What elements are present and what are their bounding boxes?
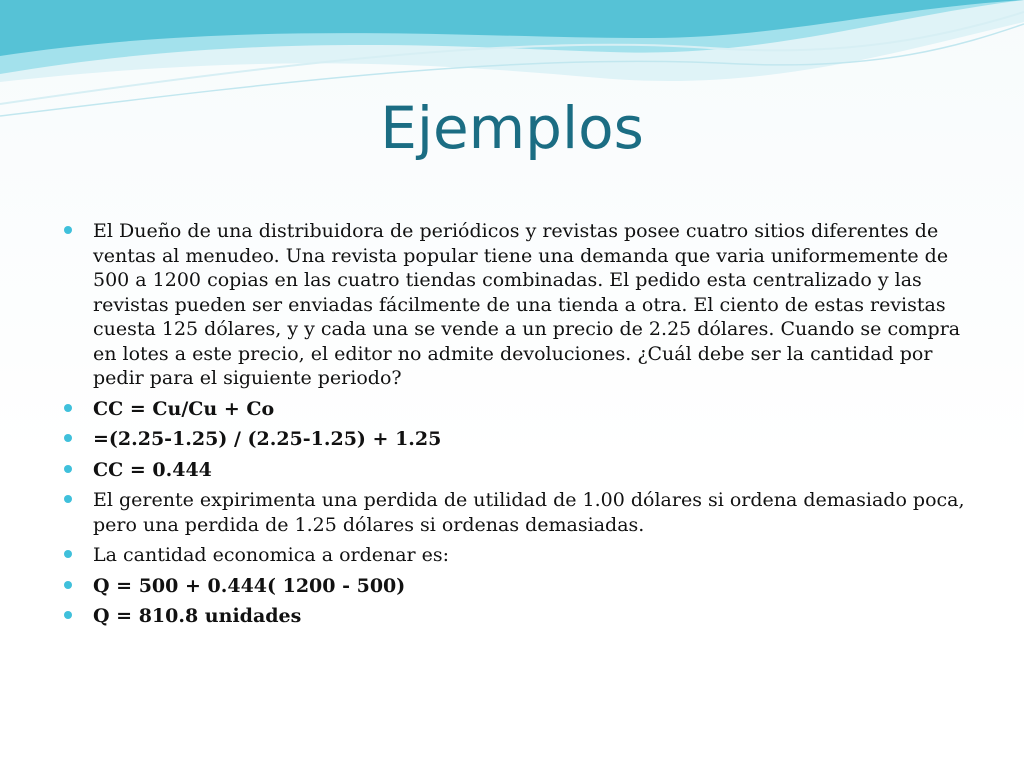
bullet-dot-icon <box>64 404 72 412</box>
page-title: Ejemplos <box>380 94 644 162</box>
bullet-cc-formula <box>62 397 972 422</box>
bullet-text: Q = 500 + 0.444( 1200 - 500) <box>93 574 406 597</box>
bullet-text: Q = 810.8 unidades <box>93 605 302 627</box>
bullet-q-formula <box>62 574 972 599</box>
bullet-text: La cantidad economica a ordenar es: <box>93 544 450 566</box>
bullet-order-quantity-intro <box>62 543 972 568</box>
bullet-text: CC = 0.444 <box>93 458 212 481</box>
bullet-q-result <box>62 604 972 629</box>
bullet-dot-icon <box>64 465 72 473</box>
bullet-dot-icon <box>64 550 72 558</box>
bullet-cc-substitution <box>62 427 972 452</box>
bullet-list <box>62 219 972 635</box>
bullet-dot-icon <box>64 495 72 503</box>
bullet-problem-statement <box>62 219 972 391</box>
bullet-dot-icon <box>64 611 72 619</box>
bullet-text: El Dueño de una distribuidora de periódicos y revistas posee cuatro sitios diferentes de ventas al menudeo. Una revista popular tiene una demanda que varia uniformemente de 500 a 1200 copias en las cuatro tiendas combinadas. El pedido esta centralizado y las revistas pueden ser enviadas fácilmente de una tienda a otra. El ciento de estas revistas cuesta 125 dólares, y y cada una se vende a un precio de 2.25 dólares. Cuando se compra en lotes a este precio, el editor no admite devoluciones. ¿Cuál debe ser la cantidad por pedir para el siguiente periodo? <box>93 220 961 389</box>
bullet-text: El gerente expirimenta una perdida de utilidad de 1.00 dólares si ordena demasiado poca, pero una perdida de 1.25 dólares si ordenas demasiadas. <box>93 489 965 536</box>
bullet-dot-icon <box>64 226 72 234</box>
bullet-text: CC = Cu/Cu + Co <box>93 397 275 420</box>
bullet-dot-icon <box>64 581 72 589</box>
bullet-loss-description <box>62 488 972 537</box>
bullet-text: =(2.25-1.25) / (2.25-1.25) + 1.25 <box>93 428 442 450</box>
bullet-cc-result <box>62 458 972 483</box>
bullet-dot-icon <box>64 434 72 442</box>
